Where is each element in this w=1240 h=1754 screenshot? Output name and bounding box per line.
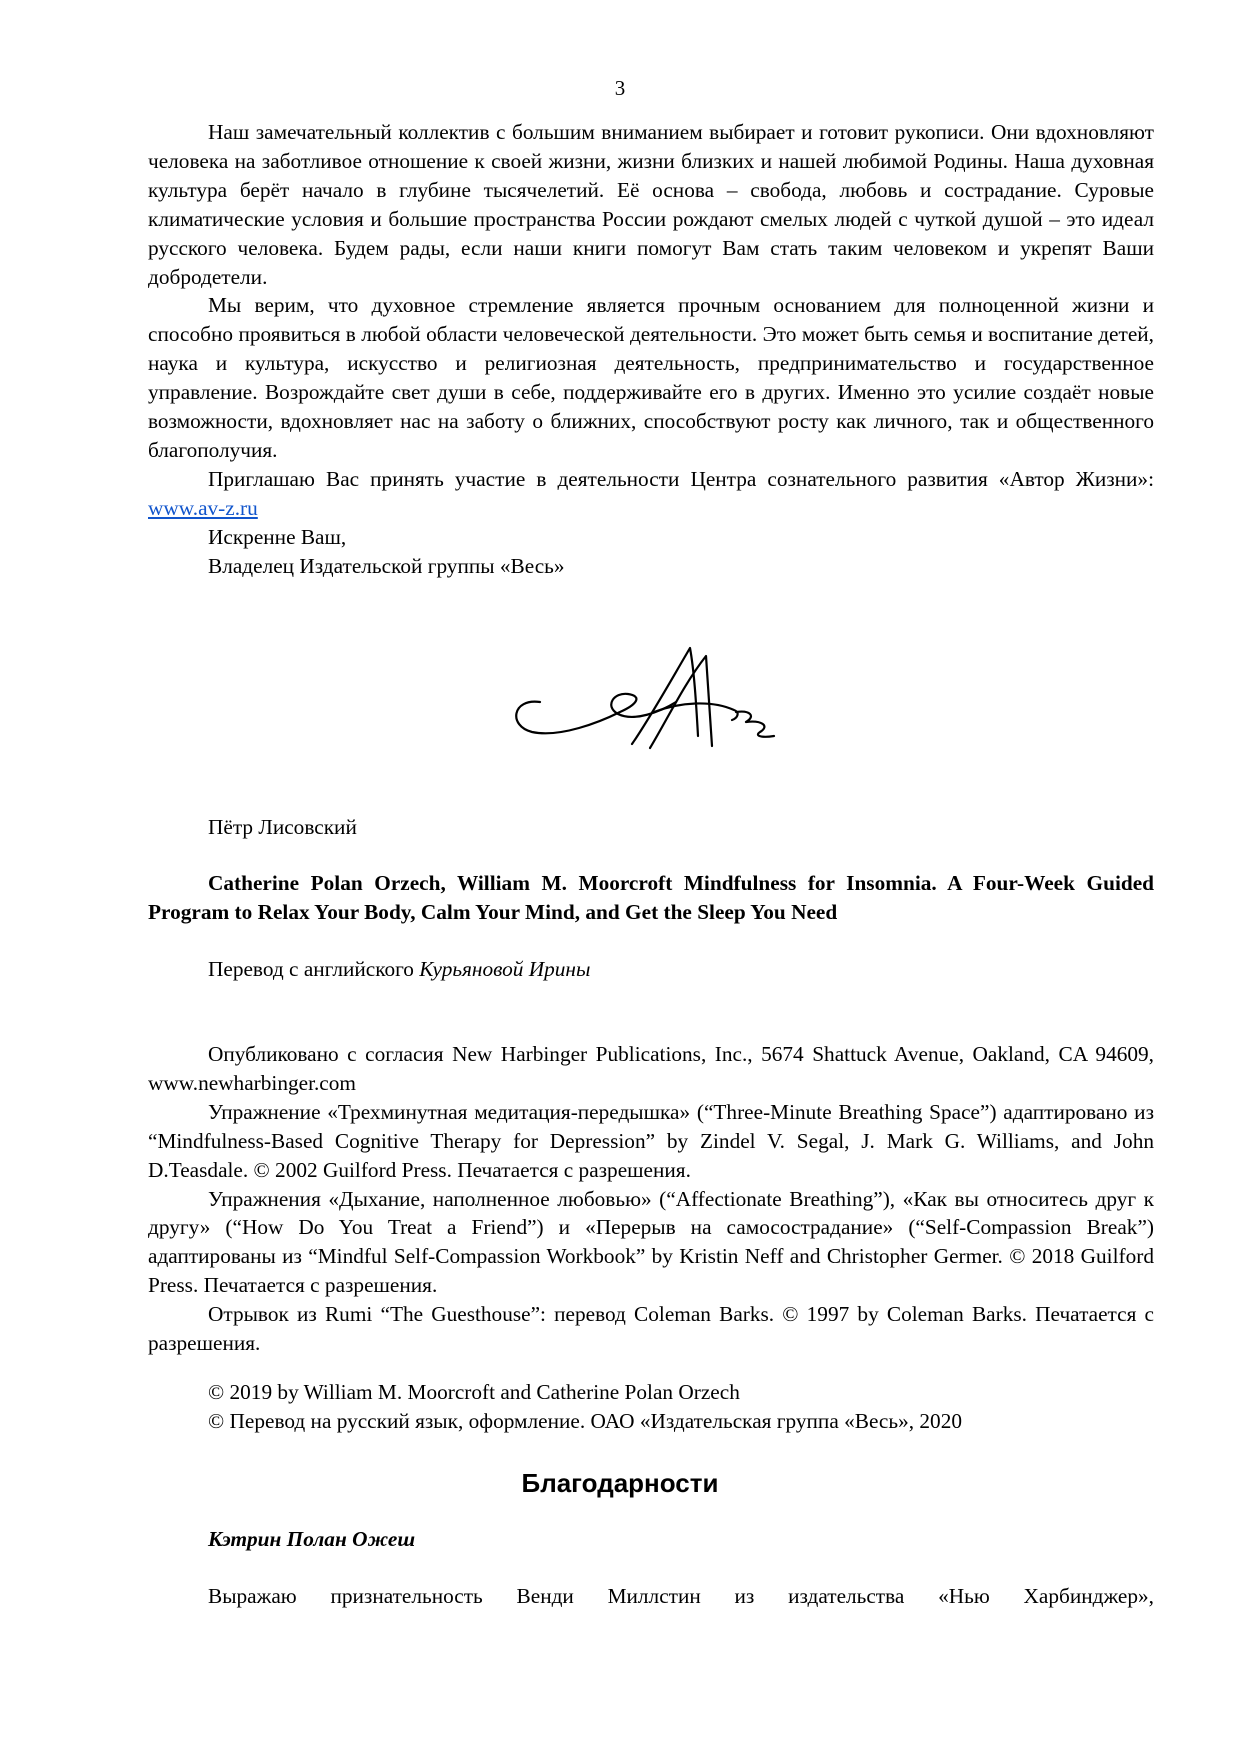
translation-prefix: Перевод с английского — [208, 956, 420, 981]
copyright-original: © 2019 by William M. Moorcroft and Catherine Polan Orzech — [208, 1380, 740, 1404]
signer-name-block — [148, 813, 1154, 842]
page-number: 3 — [614, 76, 626, 100]
credit-self-compassion: Упражнения «Дыхание, наполненное любовью» (“Affectionate Breathing”), «Как вы относитесь друг к другу» (“How Do You Treat a Friend”) и «Перерыв на самосострадание» (“Self-Compassion Break”) адаптированы из “Mindful Self-Compassion Workbook” by Kristin Neff and Christopher Germer. © 2018 Guilford Press. Печатается с разрешения. — [148, 1186, 1154, 1298]
closing-title: Владелец Издательской группы «Весь» — [208, 553, 565, 578]
letter-paragraph-1: Наш замечательный коллектив с большим вниманием выбирает и готовит рукописи. Они вдохновляют человека на заботливое отношение к своей жизни, жизни близких и нашей любимой Родины. Наша духовная культура берёт начало в глубине тысячелетий. Её основа – свобода, любовь и сострадание. Суровые климатические условия и большие пространства России рождают смелых людей с чуткой душой – это идеал русского человека. Будем рады, если наши книги помогут Вам стать таким человеком и укрепят Ваши добродетели. — [148, 120, 1154, 289]
signer-name: Пётр Лисовский — [208, 815, 357, 839]
translator-name: Курьяновой Ирины — [419, 956, 591, 981]
acknowledgments-text: Выражаю признательность Венди Миллстин из издательства «Нью Харбинджер», — [208, 1584, 1154, 1608]
copyright-block — [148, 1378, 1154, 1436]
copyright-translation: © Перевод на русский язык, оформление. ОАО «Издательская группа «Весь», 2020 — [208, 1408, 962, 1433]
credit-three-minute: Упражнение «Трехминутная медитация-передышка» (“Three-Minute Breathing Space”) адаптировано из “Mindfulness-Based Cognitive Therapy for Depression” by Zindel V. Segal, J. Mark G. Williams, and John D.Teasdale. © 2002 Guilford Press. Печатается с разрешения. — [148, 1099, 1154, 1182]
letter-paragraph-2: Мы верим, что духовное стремление является прочным основанием для полноценной жизни и способно проявиться в любой области человеческой деятельности. Это может быть семья и воспитание детей, наука и культура, искусство и религиозная деятельность, предпринимательство и государственное управление. Возрождайте свет души в себе, поддерживайте его в других. Именно это усилие создаёт новые возможности, вдохновляет нас на заботу о ближних, способствуют росту как личного, так и общественного благополучия. — [148, 293, 1154, 462]
acknowledgments-body — [148, 1582, 1154, 1611]
invitation-text: Приглашаю Вас принять участие в деятельности Центра сознательного развития «Автор Жизни»: — [208, 466, 1154, 491]
closing-line: Искренне Ваш, — [208, 524, 347, 549]
acknowledgments-author: Кэтрин Полан Ожеш — [208, 1527, 416, 1551]
translation-credit — [148, 955, 1154, 984]
book-info — [148, 869, 1154, 984]
acknowledgments-author-block — [148, 1525, 1154, 1554]
handwritten-signature — [500, 640, 810, 760]
website-link[interactable]: www.av-z.ru — [148, 495, 258, 520]
acknowledgments-heading: Благодарности — [521, 1468, 719, 1498]
publication-credits — [148, 1040, 1154, 1358]
credit-publisher: Опубликовано с согласия New Harbinger Publications, Inc., 5674 Shattuck Avenue, Oakland, CA 94609, www.newharbinger.com — [148, 1042, 1154, 1095]
credit-rumi: Отрывок из Rumi “The Guesthouse”: перевод Coleman Barks. © 1997 by Coleman Barks. Печатается с разрешения. — [148, 1302, 1154, 1356]
book-title: Catherine Polan Orzech, William M. Moorcroft Mindfulness for Insomnia. A Four-Week Guided Program to Relax Your Body, Calm Your Mind, and Get the Sleep You Need — [148, 871, 1154, 924]
publisher-letter — [148, 118, 1154, 581]
letter-paragraph-3 — [148, 465, 1154, 523]
